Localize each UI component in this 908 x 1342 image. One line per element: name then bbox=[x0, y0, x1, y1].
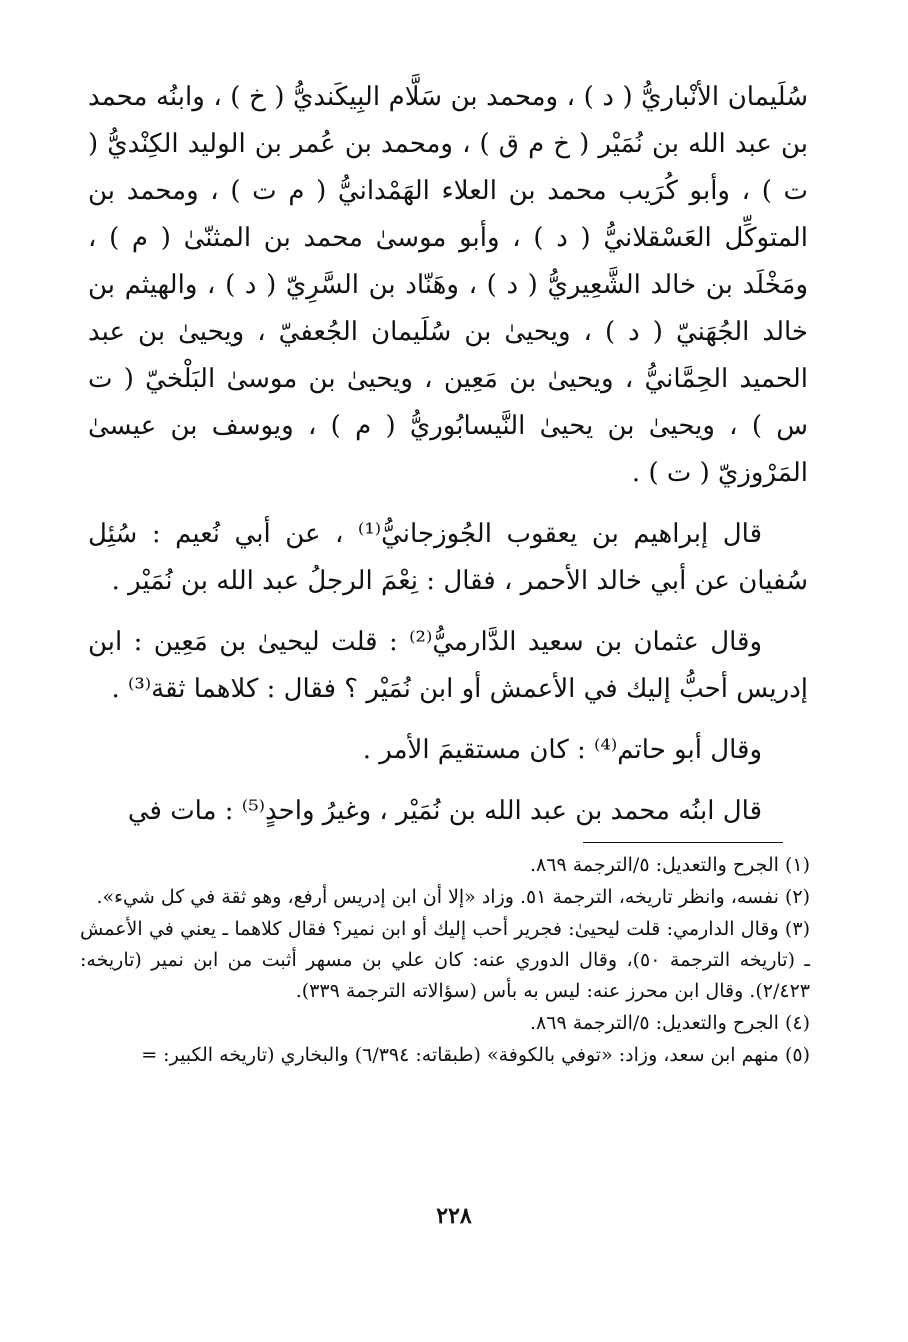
paragraph-jawzajani: قال إبراهيم بن يعقوب الجُوزجانيُّ⁽¹⁾ ، عن أبي نُعيم : سُئِل سُفيان عن أبي خالد الأحمر ، فقال : نِعْمَ الرجلُ عبد الله بن نُمَيْر . bbox=[88, 519, 808, 596]
footnote-4: (٤) الجرح والتعديل: ٥/الترجمة ٨٦٩. bbox=[530, 1012, 810, 1034]
paragraph-death-date: قال ابنُه محمد بن عبد الله بن نُمَيْر ، وغيرُ واحدٍ⁽⁵⁾ : مات في bbox=[127, 796, 762, 826]
main-text bbox=[88, 74, 808, 835]
page-number: ٢٢٨ bbox=[436, 1203, 472, 1229]
footnote-divider bbox=[583, 842, 783, 843]
footnote-5: (٥) منهم ابن سعد، وزاد: «توفي بالكوفة» (طبقاته: ٦/٣٩٤) والبخاري (تاريخه الكبير: = bbox=[141, 1044, 810, 1066]
paragraph-darimi: وقال عثمان بن سعيد الدَّارميُّ⁽²⁾ : قلت ليحيىٰ بن مَعِين : ابن إدريس أحبُّ إليك في الأعمش أو ابن نُمَيْر ؟ فقال : كلاهما ثقة⁽³⁾ . bbox=[88, 627, 808, 704]
footnote-2: (٢) نفسه، وانظر تاريخه، الترجمة ٥١. وزاد «إلا أن ابن إدريس أرفع، وهو ثقة في كل شيء». bbox=[96, 886, 810, 908]
paragraph-abu-hatim: وقال أبو حاتم⁽⁴⁾ : كان مستقيمَ الأمر . bbox=[362, 735, 762, 765]
footnote-1: (١) الجرح والتعديل: ٥/الترجمة ٨٦٩. bbox=[530, 854, 810, 876]
footnotes bbox=[80, 850, 810, 1072]
paragraph-narrators-list: سُلَيمان الأنْباريُّ ( د ) ، ومحمد بن سَلَّام البِيكَنديُّ ( خ ) ، وابنُه محمد بن عبد الله بن نُمَيْر ( خ م ق ) ، ومحمد بن عُمر بن الوليد الكِنْديُّ ( ت ) ، وأبو كُرَيب محمد بن العلاء الهَمْدانيُّ ( م ت ) ، ومحمد بن المتوكِّل العَسْقلانيُّ ( د ) ، وأبو موسىٰ محمد بن المثنّىٰ ( م ) ، ومَخْلَد بن خالد الشَّعِيريُّ ( د ) ، وهَنّاد بن السَّرِيّ ( د ) ، والهيثم بن خالد الجُهَنيّ ( د ) ، ويحيىٰ بن سُلَيمان الجُعفيّ ، ويحيىٰ بن عبد الحميد الحِمَّانيُّ ، ويحيىٰ بن مَعِين ، ويحيىٰ بن موسىٰ البَلْخيّ ( ت س ) ، ويحيىٰ بن يحيىٰ النَّيسابُوريُّ ( م ) ، ويوسف بن عيسىٰ المَرْوزيّ ( ت ) . bbox=[88, 82, 808, 488]
footnote-3: (٣) وقال الدارمي: قلت ليحيىٰ: فجرير أحب إليك أو ابن نمير؟ فقال كلاهما ـ يعني في الأعمش ـ (تاريخه الترجمة ٥٠)، وقال الدوري عنه: كان علي بن مسهر أثبت من ابن نمير (تاريخه: ٢/٤٢٣). وقال ابن محرز عنه: ليس به بأس (سؤالاته الترجمة ٣٣٩). bbox=[80, 918, 810, 1002]
